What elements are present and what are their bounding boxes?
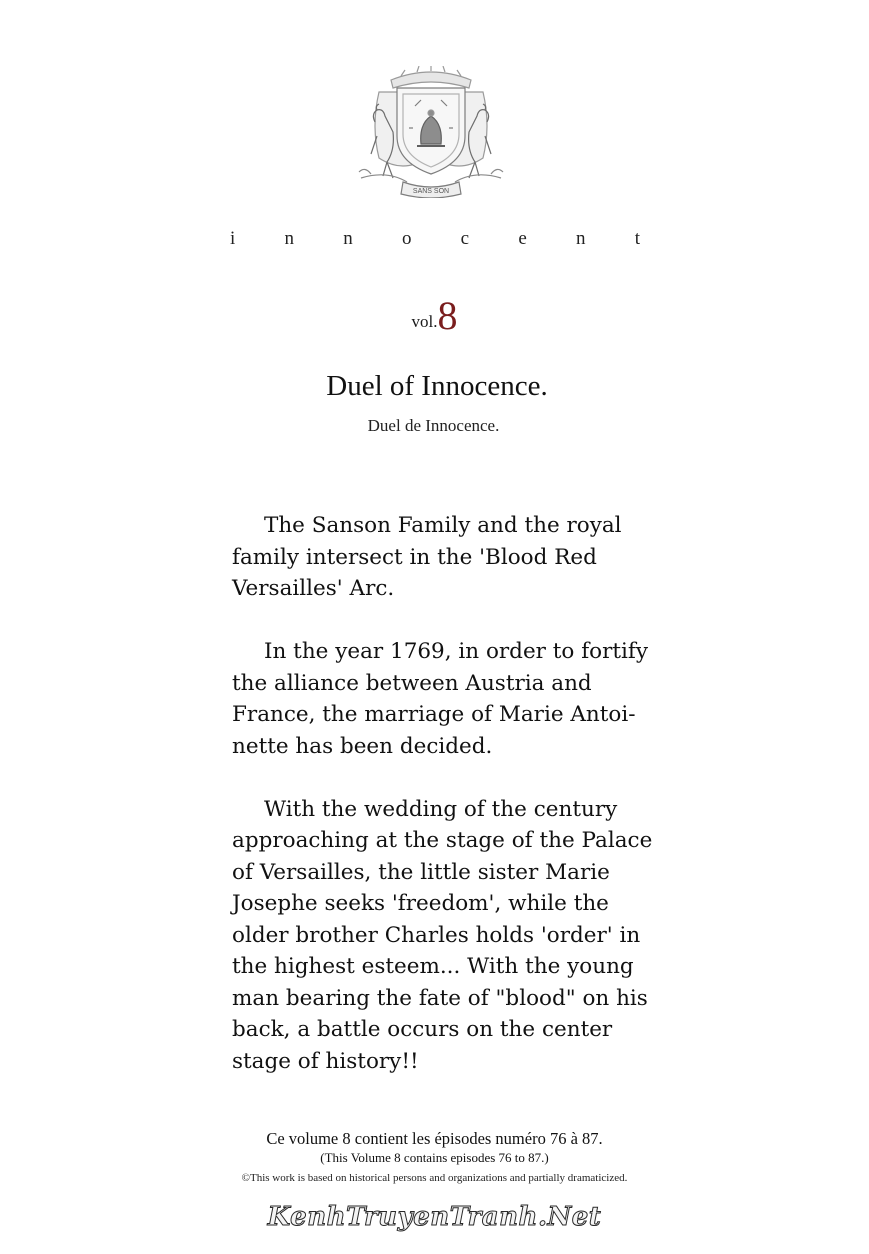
series-letter: o (401, 228, 412, 249)
synopsis-body (232, 510, 662, 1077)
site-watermark: KenhTruyenTranh.Net (267, 1202, 602, 1232)
chapter-title-french: Duel de Innocence. (367, 416, 500, 435)
volume-heading (0, 292, 869, 339)
crest-motto: SANS SON (412, 188, 450, 195)
synopsis-paragraph: The Sanson Family and the royal family intersect in the 'Blood Red Versailles' Arc. (232, 513, 622, 601)
volume-number: 8 (437, 293, 458, 338)
historical-notice: ©This work is based on historical persons and organizations and partially dramaticized. (241, 1172, 628, 1184)
synopsis-paragraph: With the wedding of the century approaching at the stage of the Palace of Versailles, the little sister Marie Josephe seeks 'freedom', while the older brother Charles holds 'order' in the highest esteem... With the young man bearing the fate of "blood" on his back, a battle occurs on the center stage of history!! (232, 796, 653, 1074)
chapter-title-english: Duel of Innocence. (326, 370, 548, 402)
series-letter: n (575, 228, 586, 249)
series-letter: t (634, 228, 640, 249)
coat-of-arms-emblem (357, 66, 505, 198)
series-letter: c (460, 228, 470, 249)
series-title (230, 228, 640, 250)
volume-label: vol. (411, 312, 438, 331)
contents-note-english: (This Volume 8 contains episodes 76 to 87.) (320, 1150, 549, 1165)
series-letter: i (230, 228, 236, 249)
contents-note-french: Ce volume 8 contient les épisodes numéro 76 à 87. (266, 1129, 603, 1148)
series-letter: e (518, 228, 527, 249)
synopsis-paragraph: In the year 1769, in order to fortify the alliance between Austria and France, the marriage of Marie Antoi-nette has been decided. (232, 639, 648, 759)
series-letter: n (343, 228, 353, 249)
series-letter: n (284, 228, 294, 249)
